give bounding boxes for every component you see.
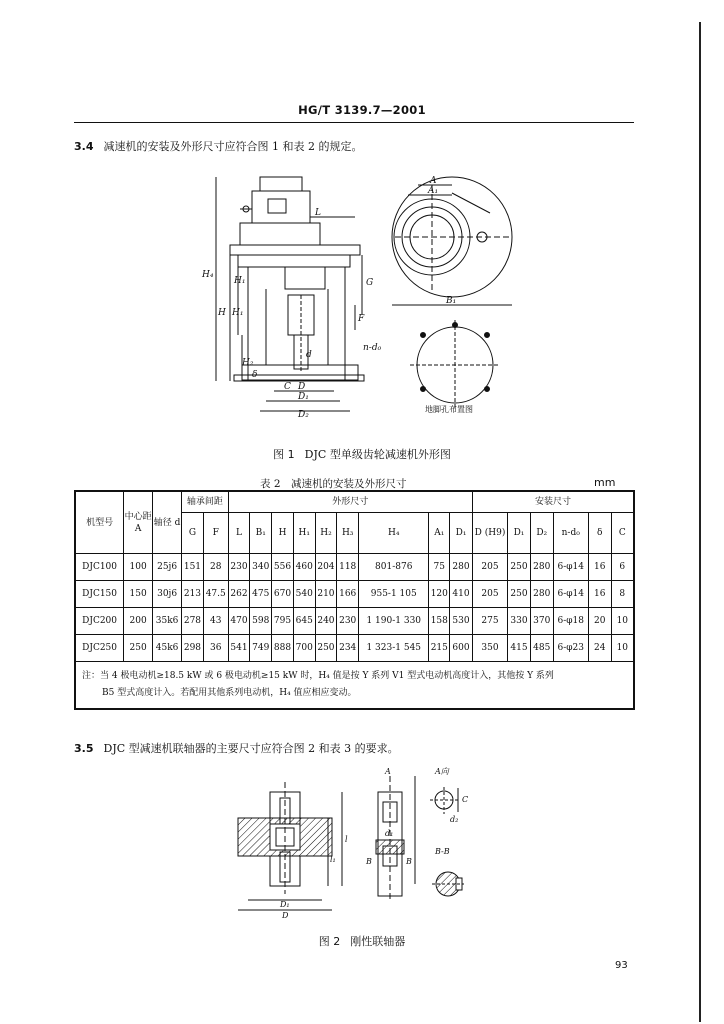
label-g: G <box>366 278 374 288</box>
th-col: D₁ <box>450 513 473 554</box>
label-dd1: d₁ <box>385 829 394 838</box>
table-row <box>75 581 634 608</box>
cell: 1 190-1 330 <box>359 608 429 635</box>
cell: 150 <box>124 581 153 608</box>
cell: 230 <box>228 554 250 581</box>
cell: 158 <box>429 608 450 635</box>
cell: 340 <box>250 554 272 581</box>
label-a1: A₁ <box>428 186 439 196</box>
label-h3: H₁ <box>234 276 246 286</box>
label-b1: B₁ <box>446 296 457 306</box>
th-col: D₁ <box>508 513 531 554</box>
cell: 888 <box>272 635 294 662</box>
cell: 280 <box>530 554 553 581</box>
reducer-outline-drawing <box>190 165 530 425</box>
th-bearing-span: 轴承间距 <box>182 491 229 513</box>
th-install: 安装尺寸 <box>472 491 634 513</box>
cell: 795 <box>272 608 294 635</box>
th-col: H₂ <box>315 513 337 554</box>
cell: 280 <box>450 554 473 581</box>
section-number: 3.5 <box>74 742 94 755</box>
label-bb: B-B <box>435 847 450 856</box>
label-d2: d₂ <box>450 815 459 824</box>
cell: 460 <box>293 554 315 581</box>
cell: 25j6 <box>153 554 182 581</box>
th-outer: 外形尺寸 <box>228 491 472 513</box>
cell: 298 <box>182 635 204 662</box>
cell: 540 <box>293 581 315 608</box>
anchor-layout-label: 地脚孔布置图 <box>425 405 473 414</box>
th-col: H <box>272 513 294 554</box>
cell: 6 <box>611 554 634 581</box>
cell: DJC150 <box>75 581 124 608</box>
cell: 350 <box>472 635 507 662</box>
cell: 205 <box>472 581 507 608</box>
caption-number: 图 1 <box>273 448 295 461</box>
table-row <box>75 608 634 635</box>
cell: 120 <box>429 581 450 608</box>
cell: 749 <box>250 635 272 662</box>
cell: 262 <box>228 581 250 608</box>
label-l1: l₁ <box>330 855 336 864</box>
cell: 485 <box>530 635 553 662</box>
th-col: F <box>203 513 228 554</box>
cell: 118 <box>337 554 359 581</box>
cell: 36 <box>203 635 228 662</box>
cell: 30j6 <box>153 581 182 608</box>
cell: 410 <box>450 581 473 608</box>
label-d1: D₁ <box>298 392 309 402</box>
cell: 280 <box>530 581 553 608</box>
header-rule <box>74 122 634 123</box>
label-c: C <box>284 382 291 392</box>
cell: 600 <box>450 635 473 662</box>
th-model: 机型号 <box>75 491 124 554</box>
label-b-right: B <box>406 857 412 866</box>
th-center: 中心距 A <box>124 491 153 554</box>
cell: 204 <box>315 554 337 581</box>
cell: 1 323-1 545 <box>359 635 429 662</box>
cell: 20 <box>588 608 611 635</box>
cell: 275 <box>472 608 507 635</box>
cell: 250 <box>315 635 337 662</box>
cell: 370 <box>530 608 553 635</box>
section-text: 减速机的安装及外形尺寸应符合图 1 和表 2 的规定。 <box>103 140 363 153</box>
table-row <box>75 554 634 581</box>
label-delta: δ <box>252 370 258 380</box>
label-c: C <box>462 795 469 804</box>
cell: 200 <box>124 608 153 635</box>
cell: 530 <box>450 608 473 635</box>
label-d: D <box>282 911 289 920</box>
cell: 10 <box>611 635 634 662</box>
cell: 470 <box>228 608 250 635</box>
cell: 8 <box>611 581 634 608</box>
cell: DJC200 <box>75 608 124 635</box>
coupling-drawing <box>230 762 480 922</box>
cell: 6-φ18 <box>553 608 588 635</box>
cell: 213 <box>182 581 204 608</box>
label-l: l <box>345 835 348 844</box>
caption-text: DJC 型单级齿轮减速机外形图 <box>304 448 451 461</box>
section-number: 3.4 <box>74 140 94 153</box>
th-shaft: 轴径 d <box>153 491 182 554</box>
th-col: C <box>611 513 634 554</box>
label-h: H <box>218 308 226 318</box>
cell: 250 <box>508 581 531 608</box>
cell: 230 <box>337 608 359 635</box>
standard-header: HG/T 3139.7—2001 <box>298 103 426 117</box>
caption-number: 图 2 <box>318 935 341 948</box>
cell: 35k6 <box>153 608 182 635</box>
cell: 215 <box>429 635 450 662</box>
label-d: d <box>306 350 312 360</box>
label-f: F <box>358 314 365 324</box>
table-note <box>75 662 634 710</box>
cell: 43 <box>203 608 228 635</box>
th-col: D₂ <box>530 513 553 554</box>
cell: 415 <box>508 635 531 662</box>
th-col: A₁ <box>429 513 450 554</box>
cell: 16 <box>588 581 611 608</box>
th-col: n-d₀ <box>553 513 588 554</box>
label-d2: D₂ <box>298 410 309 420</box>
cell: 556 <box>272 554 294 581</box>
cell: 6-φ14 <box>553 554 588 581</box>
section-3-4 <box>74 138 362 154</box>
label-dd: D <box>298 382 306 392</box>
cell: 6-φ14 <box>553 581 588 608</box>
cell: 955-1 105 <box>359 581 429 608</box>
th-col: H₃ <box>337 513 359 554</box>
caption-text: 刚性联轴器 <box>350 935 406 948</box>
th-col: δ <box>588 513 611 554</box>
cell: 210 <box>315 581 337 608</box>
cell: 10 <box>611 608 634 635</box>
section-3-5 <box>74 740 399 756</box>
label-a: A <box>430 176 437 186</box>
cell: 250 <box>508 554 531 581</box>
label-h4: H₄ <box>202 270 214 280</box>
note-line-1: 注：当 4 极电动机≥18.5 kW 或 6 极电动机≥15 kW 时，H₄ 值是按 Y 系列 V1 型式电动机高度计入，其他按 Y 系列 <box>82 671 554 681</box>
cell: 45k6 <box>153 635 182 662</box>
cell: DJC100 <box>75 554 124 581</box>
table-row <box>75 635 634 662</box>
th-col: G <box>182 513 204 554</box>
cell: 541 <box>228 635 250 662</box>
cell: 75 <box>429 554 450 581</box>
page-edge-line <box>699 22 701 1022</box>
th-col: H₁ <box>293 513 315 554</box>
cell: 6-φ23 <box>553 635 588 662</box>
label-h1: H₁ <box>232 308 244 318</box>
th-col: D (H9) <box>472 513 507 554</box>
th-col: B₁ <box>250 513 272 554</box>
cell: 240 <box>315 608 337 635</box>
cell: 801-876 <box>359 554 429 581</box>
cell: 330 <box>508 608 531 635</box>
table-title: 表 2 减速机的安装及外形尺寸 <box>260 478 407 490</box>
cell: 47.5 <box>203 581 228 608</box>
cell: 16 <box>588 554 611 581</box>
note-line-2: B5 型式高度计入。若配用其他系列电动机，H₄ 值应相应变动。 <box>102 688 357 698</box>
label-h2: H₂ <box>242 358 254 368</box>
cell: 278 <box>182 608 204 635</box>
fig2-caption <box>0 933 724 949</box>
label-nd0: n-d₀ <box>363 343 382 353</box>
cell: 645 <box>293 608 315 635</box>
cell: 250 <box>124 635 153 662</box>
cell: 100 <box>124 554 153 581</box>
page-number: 93 <box>615 960 628 971</box>
fig1-caption <box>0 446 724 462</box>
cell: 24 <box>588 635 611 662</box>
label-a: A <box>385 767 391 776</box>
cell: 700 <box>293 635 315 662</box>
spec-table <box>74 490 635 710</box>
cell: DJC250 <box>75 635 124 662</box>
label-a-view: A向 <box>435 767 449 776</box>
section-text: DJC 型减速机联轴器的主要尺寸应符合图 2 和表 3 的要求。 <box>103 742 399 755</box>
table-unit: mm <box>594 476 616 489</box>
cell: 475 <box>250 581 272 608</box>
th-col: L <box>228 513 250 554</box>
th-col: H₄ <box>359 513 429 554</box>
cell: 166 <box>337 581 359 608</box>
cell: 28 <box>203 554 228 581</box>
cell: 234 <box>337 635 359 662</box>
label-l: L <box>315 208 321 218</box>
label-b-left: B <box>366 857 372 866</box>
cell: 205 <box>472 554 507 581</box>
cell: 670 <box>272 581 294 608</box>
cell: 598 <box>250 608 272 635</box>
label-d1: D₁ <box>280 900 290 909</box>
cell: 151 <box>182 554 204 581</box>
